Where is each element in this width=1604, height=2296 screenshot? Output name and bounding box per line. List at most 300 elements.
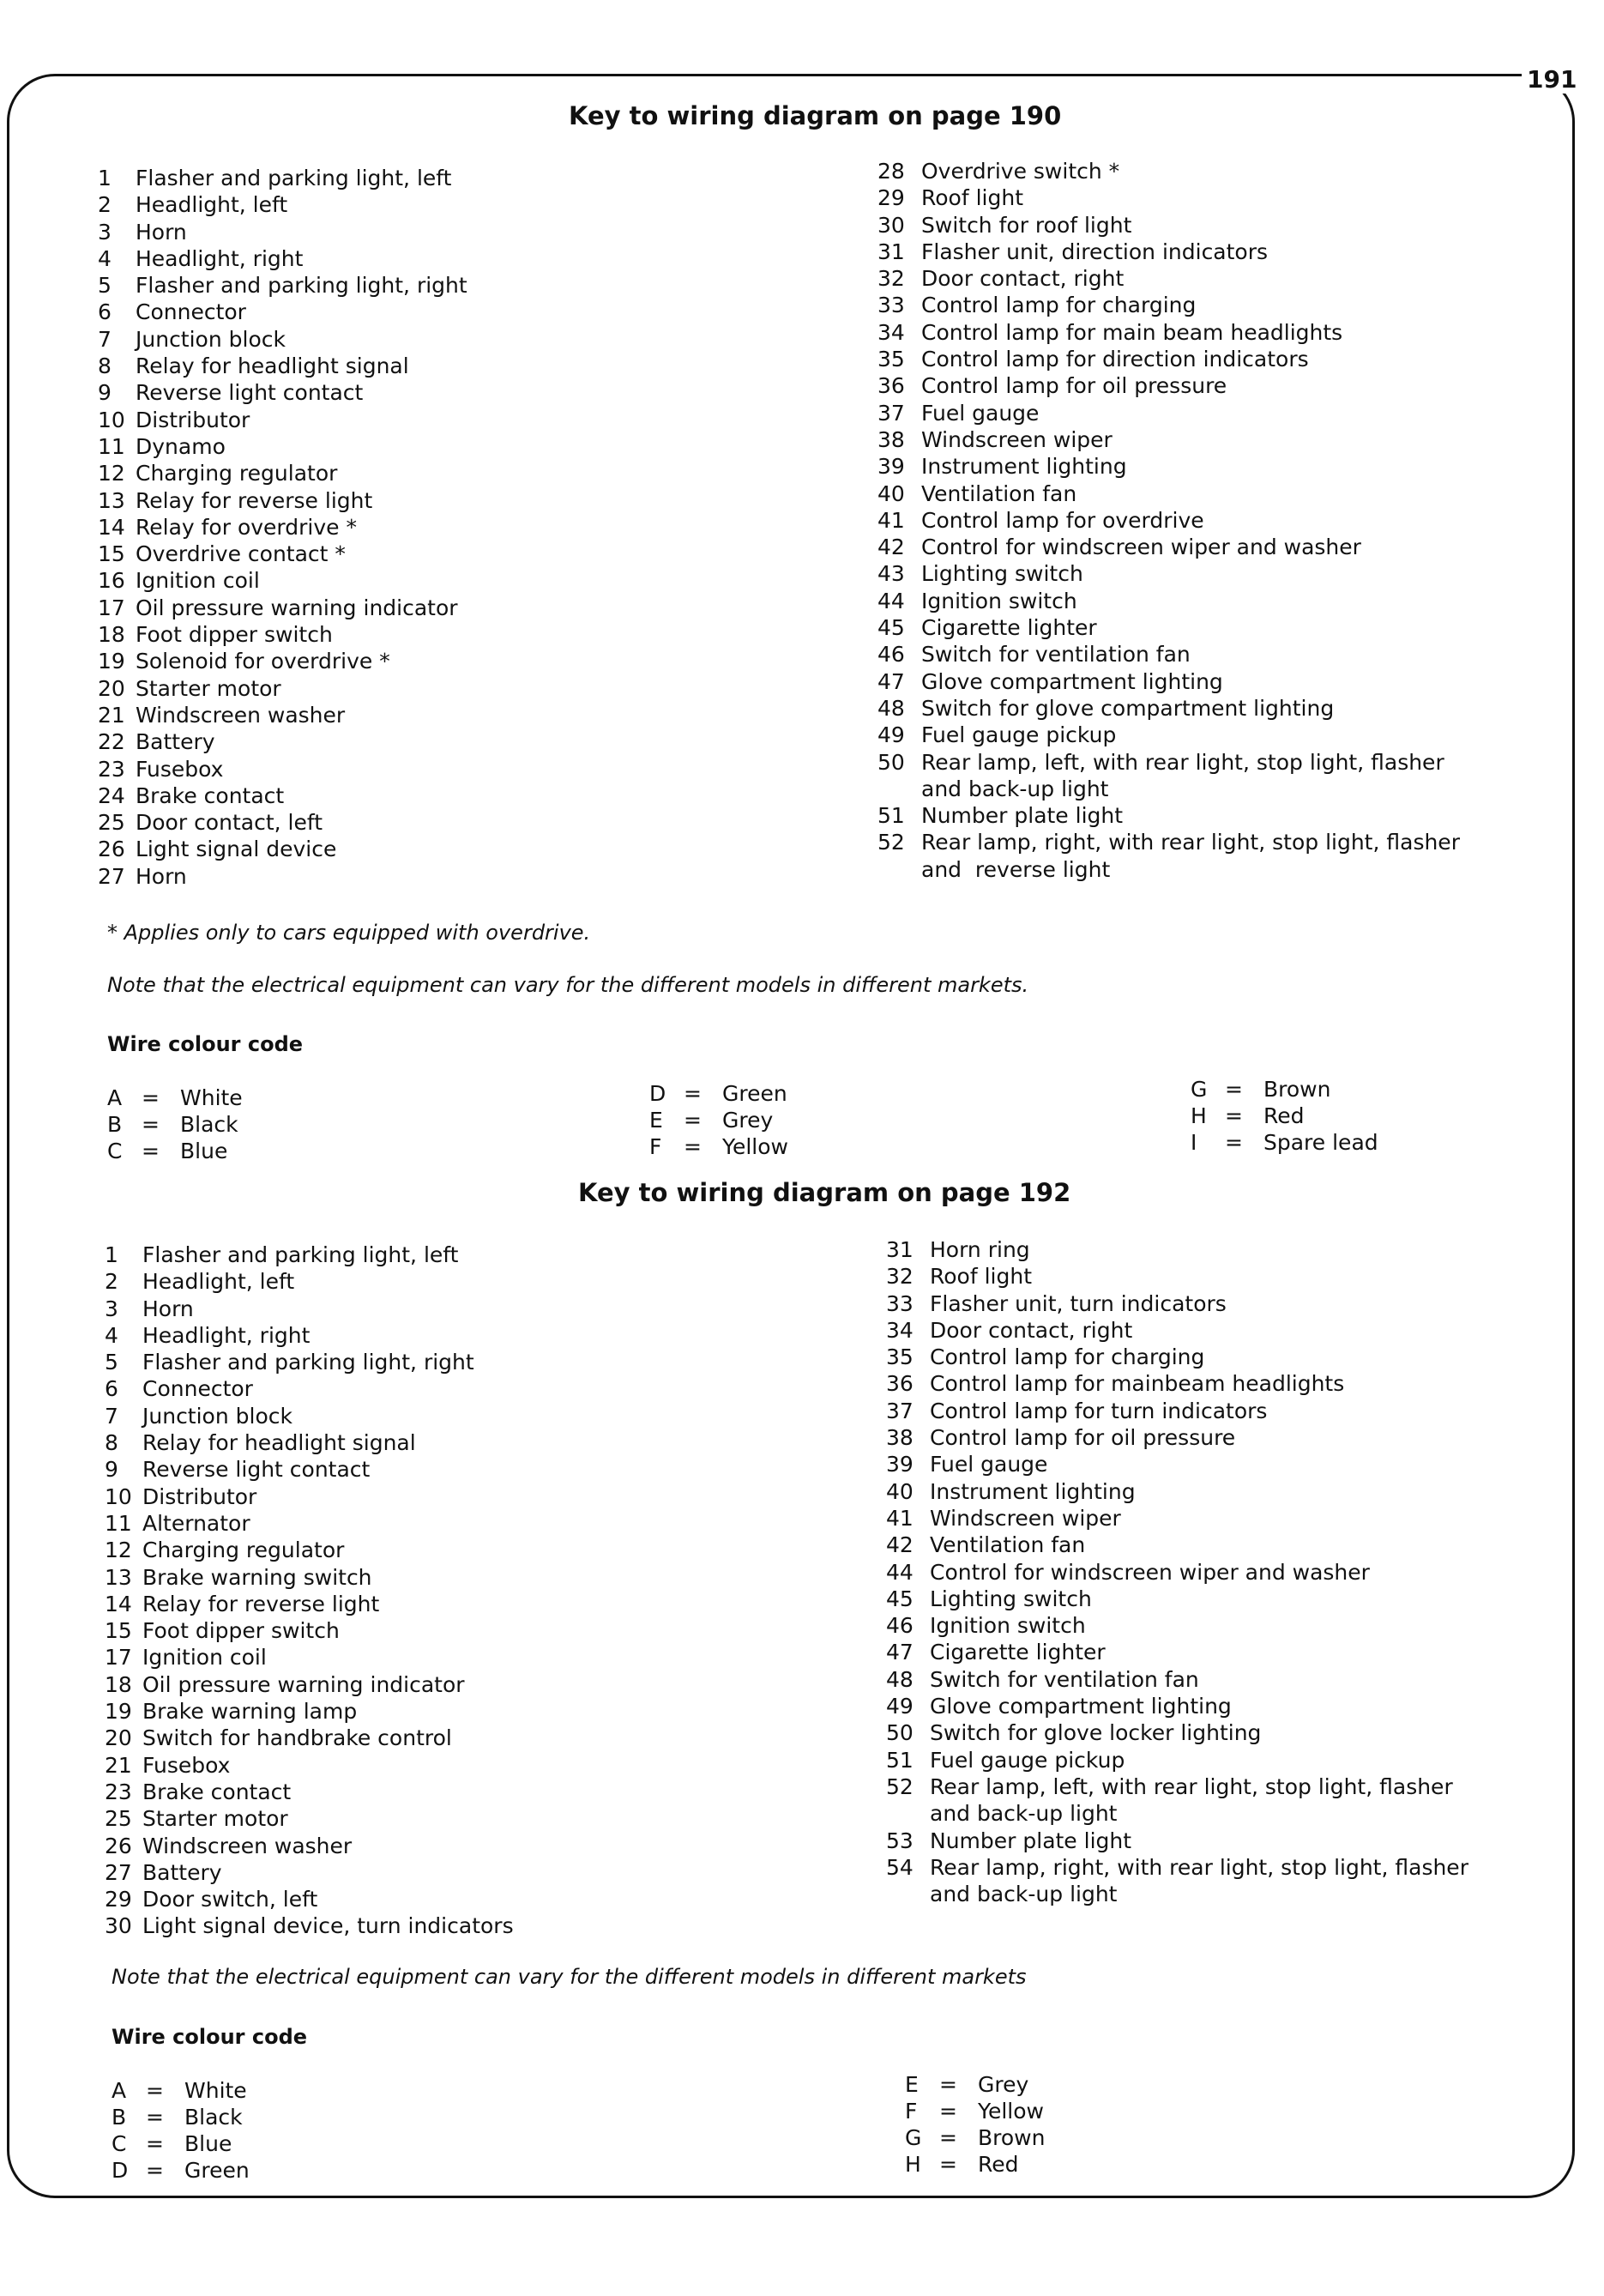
legend-item	[886, 1478, 1468, 1505]
item-number: 6	[98, 299, 112, 325]
legend-item	[105, 1375, 514, 1402]
item-number: 2	[105, 1269, 118, 1295]
item-number: 9	[98, 380, 112, 406]
legend-item	[98, 541, 467, 567]
equals-sign: =	[939, 2152, 957, 2177]
item-number: 21	[105, 1752, 132, 1778]
equals-sign: =	[939, 2125, 957, 2150]
colour-code-entry	[107, 1138, 243, 1164]
item-number: 49	[886, 1694, 914, 1719]
legend-item	[105, 1564, 514, 1591]
colour-code-entry	[1191, 1076, 1378, 1103]
colour-code-entry	[112, 2104, 250, 2130]
item-number: 47	[877, 668, 905, 694]
item-number: 14	[105, 1591, 132, 1616]
legend-item	[98, 299, 467, 325]
item-label: Flasher and parking light, right	[136, 273, 467, 299]
item-label: Fusebox	[136, 756, 224, 782]
item-label: Control lamp for oil pressure	[921, 373, 1227, 399]
item-number: 35	[886, 1344, 914, 1370]
item-label: Alternator	[142, 1510, 250, 1536]
legend-item	[886, 1532, 1468, 1558]
item-number: 5	[105, 1350, 118, 1375]
colour-name: Spare lead	[1263, 1130, 1378, 1155]
item-number: 46	[877, 642, 905, 668]
legend-item	[98, 756, 467, 782]
item-number: 25	[105, 1806, 132, 1832]
item-label: Ignition switch	[921, 588, 1077, 613]
legend-item	[886, 1666, 1468, 1693]
colour-code-entry	[905, 2071, 1045, 2098]
colour-letter: E	[649, 1108, 663, 1133]
item-label: Horn	[136, 863, 187, 889]
legend-item	[105, 1349, 514, 1375]
item-number: 30	[105, 1913, 132, 1939]
item-number: 23	[105, 1779, 132, 1804]
item-label: Switch for ventilation fan	[921, 642, 1191, 668]
item-label: Brake warning lamp	[142, 1699, 358, 1725]
colour-letter: C	[112, 2131, 127, 2156]
colour-name: Blue	[184, 2131, 232, 2156]
colour-name: White	[180, 1085, 243, 1110]
legend-item	[886, 1263, 1468, 1290]
item-number: 4	[98, 245, 112, 271]
item-label: Junction block	[136, 326, 286, 352]
legend-item	[105, 1429, 514, 1456]
legend-item	[98, 353, 467, 379]
item-label: Number plate light	[921, 803, 1124, 829]
item-number: 19	[98, 649, 125, 674]
colour-name: Brown	[978, 2125, 1046, 2150]
legend-item	[98, 191, 467, 218]
legend-item	[105, 1591, 514, 1617]
legend-item	[877, 265, 1460, 292]
legend-item	[877, 695, 1460, 722]
item-label: Ventilation fan	[930, 1532, 1086, 1558]
item-label: Ignition coil	[142, 1645, 267, 1671]
section1-right-list	[877, 158, 1460, 883]
item-number: 10	[98, 407, 125, 432]
item-number: 20	[98, 675, 125, 701]
item-label: Roof light	[921, 185, 1023, 211]
item-number: 8	[98, 353, 112, 379]
item-label: Junction block	[142, 1403, 292, 1429]
item-label: Brake contact	[142, 1779, 292, 1804]
item-number: 48	[886, 1666, 914, 1692]
item-number: 32	[886, 1264, 914, 1290]
item-number: 49	[877, 722, 905, 748]
item-label: Switch for handbrake control	[142, 1725, 452, 1751]
item-label: Roof light	[930, 1264, 1032, 1290]
legend-item	[886, 1344, 1468, 1370]
item-number: 28	[877, 159, 905, 184]
item-number: 26	[98, 837, 125, 862]
section1-colour-col-1	[107, 1085, 243, 1164]
item-label: Fuel gauge pickup	[930, 1747, 1125, 1773]
legend-item	[877, 480, 1460, 507]
item-label: Door contact, right	[930, 1317, 1133, 1343]
legend-item	[98, 863, 467, 890]
legend-item	[877, 292, 1460, 318]
section2-note: Note that the electrical equipment can vary for the different models in different markets	[112, 1965, 1027, 1989]
item-number: 13	[98, 487, 125, 513]
legend-item	[98, 407, 467, 433]
equals-sign: =	[142, 1085, 160, 1110]
legend-item	[877, 560, 1460, 587]
legend-item	[886, 1398, 1468, 1424]
equals-sign: =	[146, 2158, 164, 2183]
colour-code-entry	[649, 1107, 788, 1133]
legend-item	[877, 453, 1460, 480]
colour-letter: B	[112, 2105, 127, 2130]
colour-name: Black	[180, 1112, 238, 1137]
colour-name: Brown	[1263, 1077, 1331, 1102]
colour-code-entry	[112, 2157, 250, 2184]
equals-sign: =	[684, 1108, 702, 1133]
item-label: Foot dipper switch	[142, 1618, 340, 1644]
item-number: 2	[98, 192, 112, 218]
section2-title: Key to wiring diagram on page 192	[578, 1178, 1071, 1207]
legend-item	[98, 379, 467, 406]
item-label: Dynamo	[136, 433, 226, 459]
item-number: 42	[877, 535, 905, 560]
legend-item	[877, 802, 1460, 829]
item-label: Control lamp for overdrive	[921, 507, 1204, 533]
legend-item	[98, 728, 467, 755]
item-number: 18	[105, 1671, 132, 1697]
legend-item	[98, 595, 467, 621]
item-number: 52	[886, 1773, 914, 1799]
item-label: Distributor	[142, 1483, 257, 1509]
section1-footnote: * Applies only to cars equipped with overdrive.	[107, 921, 591, 945]
legend-item	[98, 702, 467, 728]
item-number: 44	[886, 1559, 914, 1585]
legend-item	[98, 836, 467, 862]
item-number: 1	[105, 1242, 118, 1267]
item-label: Ignition coil	[136, 568, 260, 594]
item-label: Control lamp for direction indicators	[921, 347, 1309, 372]
legend-item	[877, 641, 1460, 668]
legend-item	[877, 346, 1460, 372]
item-number: 27	[105, 1859, 132, 1885]
colour-letter: G	[1191, 1077, 1208, 1102]
item-number: 37	[877, 400, 905, 426]
colour-code-entry	[112, 2077, 250, 2104]
colour-code-entry	[112, 2130, 250, 2157]
legend-item	[105, 1886, 514, 1912]
legend-item	[105, 1403, 514, 1429]
item-label: Battery	[136, 729, 215, 755]
item-number: 50	[886, 1720, 914, 1746]
item-number: 6	[105, 1376, 118, 1402]
colour-letter: I	[1191, 1130, 1197, 1155]
item-label: Fuel gauge	[921, 400, 1040, 426]
legend-item	[105, 1859, 514, 1886]
item-number: 29	[877, 185, 905, 211]
legend-item	[886, 1317, 1468, 1344]
section2-colour-col-1	[112, 2077, 250, 2184]
item-label: Rear lamp, right, with rear light, stop light, flasher and back-up light	[930, 1854, 1468, 1907]
item-label: Flasher and parking light, left	[136, 166, 452, 190]
item-number: 3	[98, 219, 112, 245]
colour-name: Grey	[978, 2072, 1029, 2097]
legend-item	[877, 400, 1460, 426]
legend-item	[98, 675, 467, 702]
item-label: Switch for roof light	[921, 212, 1132, 238]
item-label: Lighting switch	[930, 1586, 1092, 1611]
section1-note: Note that the electrical equipment can vary for the different models in different markets.	[107, 973, 1029, 997]
item-label: Headlight, left	[142, 1269, 295, 1295]
legend-item	[886, 1854, 1468, 1908]
item-number: 12	[98, 461, 125, 486]
item-label: Oil pressure warning indicator	[136, 595, 458, 620]
item-label: Glove compartment lighting	[930, 1694, 1232, 1719]
colour-name: Green	[184, 2158, 250, 2183]
section2-left-list	[105, 1242, 514, 1940]
colour-name: Red	[1263, 1103, 1305, 1128]
legend-item	[877, 158, 1460, 184]
item-label: Relay for overdrive *	[136, 514, 357, 540]
item-number: 5	[98, 273, 112, 299]
item-number: 16	[98, 568, 125, 594]
item-label: Relay for headlight signal	[136, 353, 409, 379]
colour-letter: C	[107, 1139, 123, 1163]
legend-item	[105, 1805, 514, 1832]
item-number: 39	[886, 1452, 914, 1477]
colour-code-entry	[107, 1085, 243, 1111]
item-label: Oil pressure warning indicator	[142, 1671, 465, 1697]
colour-name: Red	[978, 2152, 1019, 2177]
legend-item	[105, 1537, 514, 1563]
item-label: Control lamp for oil pressure	[930, 1425, 1236, 1451]
colour-name: Yellow	[722, 1134, 788, 1159]
equals-sign: =	[146, 2078, 164, 2103]
colour-name: Green	[722, 1081, 787, 1106]
section1-left-list	[98, 165, 467, 890]
colour-code-entry	[1191, 1103, 1378, 1129]
equals-sign: =	[146, 2131, 164, 2156]
item-number: 26	[105, 1833, 132, 1858]
item-number: 17	[105, 1645, 132, 1671]
legend-item	[98, 809, 467, 836]
item-label: Instrument lighting	[930, 1478, 1136, 1504]
legend-item	[877, 749, 1460, 803]
item-label: Horn	[142, 1296, 194, 1321]
legend-item	[886, 1747, 1468, 1773]
item-label: Door contact, right	[921, 266, 1125, 292]
legend-item	[886, 1370, 1468, 1397]
item-number: 34	[877, 319, 905, 345]
legend-item	[877, 184, 1460, 211]
colour-letter: F	[649, 1134, 662, 1159]
item-number: 13	[105, 1564, 132, 1590]
legend-item	[98, 648, 467, 674]
item-label: Light signal device, turn indicators	[142, 1913, 514, 1939]
item-number: 50	[877, 749, 905, 775]
legend-item	[877, 507, 1460, 534]
item-label: Windscreen washer	[142, 1833, 353, 1858]
item-number: 17	[98, 595, 125, 620]
legend-item	[105, 1483, 514, 1510]
item-label: Control lamp for charging	[921, 293, 1197, 318]
legend-item	[877, 614, 1460, 641]
item-label: Switch for glove compartment lighting	[921, 695, 1335, 721]
colour-name: Yellow	[978, 2099, 1044, 2124]
colour-letter: E	[905, 2072, 919, 2097]
item-label: Cigarette lighter	[930, 1640, 1106, 1665]
legend-item	[886, 1559, 1468, 1586]
legend-item	[886, 1639, 1468, 1665]
legend-item	[98, 219, 467, 245]
legend-item	[886, 1451, 1468, 1477]
item-label: Reverse light contact	[142, 1457, 371, 1483]
item-number: 7	[98, 326, 112, 352]
item-number: 22	[98, 729, 125, 755]
item-number: 52	[877, 830, 905, 855]
item-label: Starter motor	[142, 1806, 288, 1832]
equals-sign: =	[146, 2105, 164, 2130]
legend-item	[886, 1773, 1468, 1828]
legend-item	[877, 829, 1460, 883]
colour-code-entry	[905, 2151, 1045, 2178]
item-label: Reverse light contact	[136, 380, 364, 406]
colour-letter: F	[905, 2099, 918, 2124]
item-number: 51	[877, 803, 905, 829]
item-label: Instrument lighting	[921, 454, 1127, 480]
item-label: Brake warning switch	[142, 1564, 372, 1590]
equals-sign: =	[142, 1112, 160, 1137]
item-number: 47	[886, 1640, 914, 1665]
item-number: 41	[886, 1505, 914, 1531]
legend-item	[105, 1912, 514, 1939]
item-number: 19	[105, 1699, 132, 1725]
colour-code-entry	[905, 2098, 1045, 2124]
legend-item	[877, 534, 1460, 560]
legend-item	[98, 272, 467, 299]
item-label: Ignition switch	[930, 1613, 1086, 1639]
colour-letter: B	[107, 1112, 123, 1137]
item-label: Light signal device	[136, 837, 337, 862]
colour-letter: D	[649, 1081, 666, 1106]
item-number: 44	[877, 588, 905, 613]
legend-item	[105, 1698, 514, 1725]
equals-sign: =	[939, 2099, 957, 2124]
colour-code-entry	[905, 2124, 1045, 2151]
item-label: Switch for ventilation fan	[930, 1666, 1199, 1692]
item-number: 33	[886, 1290, 914, 1316]
item-number: 30	[877, 212, 905, 238]
item-label: Control lamp for main beam headlights	[921, 319, 1343, 345]
item-number: 1	[98, 166, 112, 190]
colour-code-entry	[649, 1080, 788, 1107]
colour-name: Blue	[180, 1139, 228, 1163]
item-label: Control for windscreen wiper and washer	[930, 1559, 1370, 1585]
section1-colour-heading: Wire colour code	[107, 1032, 304, 1056]
item-label: Flasher unit, direction indicators	[921, 239, 1269, 264]
item-number: 38	[877, 426, 905, 452]
item-label: Foot dipper switch	[136, 622, 333, 648]
item-label: Fuel gauge	[930, 1452, 1048, 1477]
legend-item	[105, 1725, 514, 1751]
equals-sign: =	[684, 1081, 702, 1106]
equals-sign: =	[142, 1139, 160, 1163]
item-label: Charging regulator	[136, 461, 338, 486]
colour-letter: H	[905, 2152, 921, 2177]
item-number: 10	[105, 1483, 132, 1509]
item-label: Overdrive switch *	[921, 159, 1120, 184]
item-label: Flasher and parking light, left	[142, 1242, 459, 1267]
item-label: Relay for reverse light	[142, 1591, 380, 1616]
colour-name: Black	[184, 2105, 243, 2130]
item-label: Starter motor	[136, 675, 281, 701]
item-number: 27	[98, 863, 125, 889]
item-label: Windscreen wiper	[930, 1505, 1121, 1531]
item-number: 14	[98, 514, 125, 540]
legend-item	[886, 1586, 1468, 1612]
legend-item	[877, 212, 1460, 239]
colour-name: Grey	[722, 1108, 774, 1133]
item-number: 53	[886, 1828, 914, 1853]
item-number: 20	[105, 1725, 132, 1751]
item-number: 11	[105, 1510, 132, 1536]
legend-item	[886, 1290, 1468, 1317]
item-label: Flasher and parking light, right	[142, 1350, 474, 1375]
item-number: 36	[886, 1371, 914, 1397]
item-label: Control lamp for mainbeam headlights	[930, 1371, 1345, 1397]
section2-colour-heading: Wire colour code	[112, 2025, 308, 2049]
item-label: Relay for headlight signal	[142, 1430, 416, 1456]
legend-item	[886, 1693, 1468, 1719]
item-number: 46	[886, 1613, 914, 1639]
item-label: Rear lamp, right, with rear light, stop light, flasher and reverse light	[921, 830, 1460, 882]
legend-item	[105, 1268, 514, 1295]
legend-item	[105, 1322, 514, 1349]
item-label: Windscreen wiper	[921, 426, 1113, 452]
item-number: 35	[877, 347, 905, 372]
item-label: Charging regulator	[142, 1538, 345, 1563]
legend-item	[105, 1752, 514, 1779]
item-number: 37	[886, 1398, 914, 1423]
item-number: 12	[105, 1538, 132, 1563]
item-number: 24	[98, 782, 125, 808]
item-number: 40	[877, 480, 905, 506]
legend-item	[877, 372, 1460, 399]
equals-sign: =	[684, 1134, 702, 1159]
legend-item	[98, 782, 467, 809]
item-number: 9	[105, 1457, 118, 1483]
item-number: 51	[886, 1747, 914, 1773]
colour-code-entry	[107, 1111, 243, 1138]
equals-sign: =	[1225, 1077, 1243, 1102]
section1-title: Key to wiring diagram on page 190	[569, 101, 1062, 130]
section1-colour-col-3	[1191, 1076, 1378, 1156]
item-number: 3	[105, 1296, 118, 1321]
item-number: 32	[877, 266, 905, 292]
legend-item	[105, 1242, 514, 1268]
legend-item	[877, 588, 1460, 614]
page-number: 191	[1522, 65, 1582, 94]
section1-colour-col-2	[649, 1080, 788, 1160]
legend-item	[105, 1296, 514, 1322]
legend-item	[886, 1719, 1468, 1746]
item-label: Flasher unit, turn indicators	[930, 1290, 1227, 1316]
section2-right-list	[886, 1236, 1468, 1907]
legend-item	[877, 668, 1460, 695]
item-number: 29	[105, 1887, 132, 1912]
item-label: Headlight, right	[136, 245, 304, 271]
item-label: Headlight, left	[136, 192, 288, 218]
legend-item	[105, 1510, 514, 1537]
